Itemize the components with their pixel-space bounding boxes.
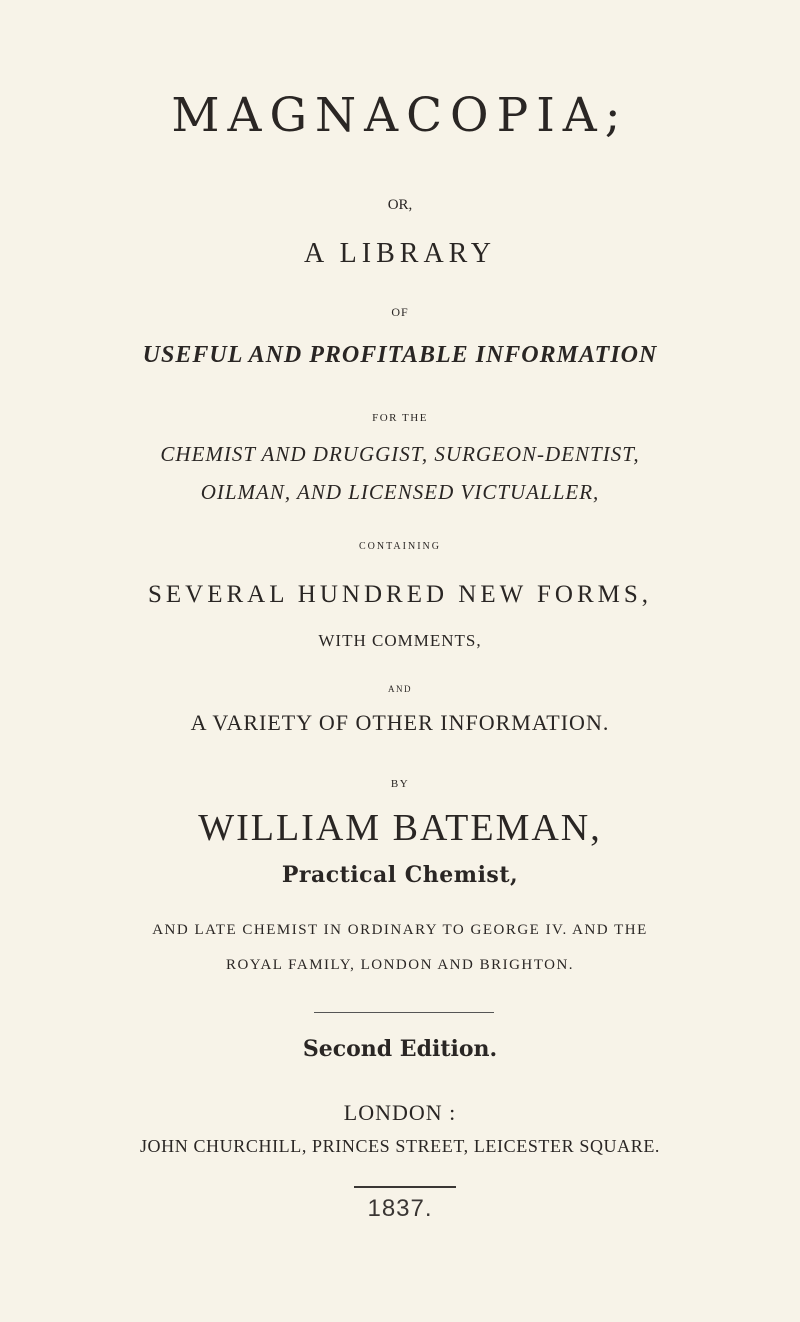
containing-label: CONTAINING [359, 541, 441, 552]
forms-line: SEVERAL HUNDRED NEW FORMS, [147, 581, 653, 608]
variety-line: A VARIETY OF OTHER INFORMATION. [190, 710, 610, 735]
author-name: WILLIAM BATEMAN, [198, 807, 602, 849]
publication-year: 1837. [367, 1195, 433, 1222]
imprint-city: LONDON : [343, 1100, 457, 1125]
divider-rule-short [354, 1186, 456, 1188]
audience-line-2: OILMAN, AND LICENSED VICTUALLER, [200, 480, 600, 504]
for-the-label: FOR THE [372, 412, 428, 424]
and-label: AND [388, 684, 412, 694]
book-title: MAGNACOPIA; [171, 88, 629, 143]
subtitle-subject: USEFUL AND PROFITABLE INFORMATION [142, 342, 658, 368]
comments-line: WITH COMMENTS, [318, 631, 482, 650]
author-credentials-line-1: AND LATE CHEMIST IN ORDINARY TO GEORGE IV. AND THE [152, 922, 648, 938]
imprint-publisher: JOHN CHURCHILL, PRINCES STREET, LEICESTER SQUARE. [139, 1136, 661, 1156]
by-label: BY [390, 778, 410, 790]
author-credentials-line-2: ROYAL FAMILY, LONDON AND BRIGHTON. [225, 957, 575, 973]
title-connector-or: OR, [387, 197, 413, 213]
subtitle-library: A LIBRARY [303, 238, 497, 269]
subtitle-of: OF [391, 305, 409, 319]
audience-line-1: CHEMIST AND DRUGGIST, SURGEON-DENTIST, [160, 442, 640, 466]
divider-rule [314, 1012, 494, 1013]
author-title: Practical Chemist, [281, 862, 519, 888]
edition-label: Second Edition. [302, 1036, 498, 1062]
